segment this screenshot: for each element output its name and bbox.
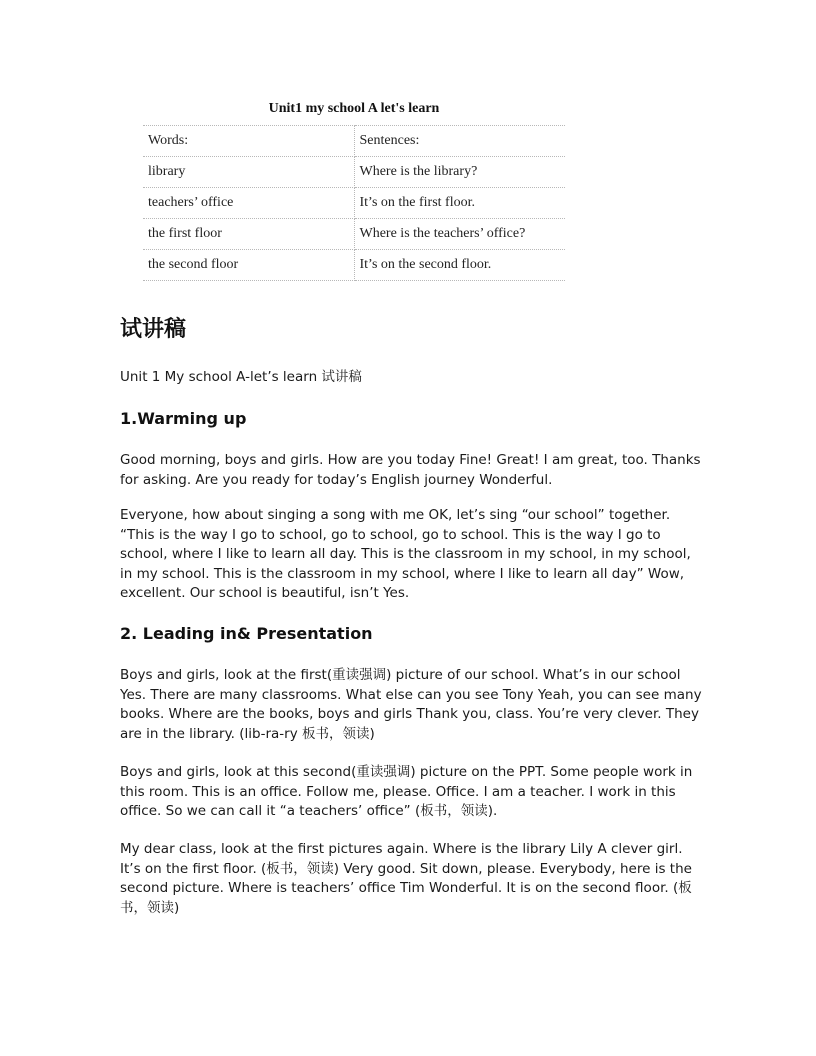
section-heading-warming-up: 1.Warming up [120,409,247,428]
paragraph: Boys and girls, look at this second(重读强调) picture on the PPT. Some people work in this room. This is an office. Follow me, please. Office. I am a teacher. I work in this office. So we can call it “a teachers’ office” (板书，领读). [120,764,693,819]
document-heading: 试讲稿 [120,317,187,342]
word-cell: library [143,157,354,188]
paragraph: Boys and girls, look at the first(重读强调) picture of our school. What’s in our school Yes. There are many classrooms. What else can you see Tony Yeah, you can see many books. Where are the books, boys and girls Thank you, class. You’re very clever. They are in the library. (lib-ra-ry 板书，领读) [120,667,702,742]
word-cell: the second floor [143,250,354,281]
table-row [143,157,565,188]
section-heading-leading-in: 2. Leading in& Presentation [120,624,373,643]
paragraph: Good morning, boys and girls. How are you today Fine! Great! I am great, too. Thanks for asking. Are you ready for today’s English journey Wonderful. [120,452,701,488]
sentences-header: Sentences: [354,126,565,157]
word-cell: teachers’ office [143,188,354,219]
table-header-row [143,126,565,157]
sentence-cell: Where is the library? [354,157,565,188]
paragraph: Everyone, how about singing a song with me OK, let’s sing “our school” together. “This is the way I go to school, go to school, go to school. This is the way I go to school, where I like to learn all day. This is the classroom in my school, in my school, in my school. This is the classroom in my school, where I like to learn all day” Wow, excellent. Our school is beautiful, isn’t Yes. [120,507,691,601]
table-row [143,188,565,219]
sentence-cell: It’s on the second floor. [354,250,565,281]
words-header: Words: [143,126,354,157]
paragraph: My dear class, look at the first pictures again. Where is the library Lily A clever girl. It’s on the first floor. (板书，领读) Very good. Sit down, please. Everybody, here is the second picture. Where is teachers’ office Tim Wonderful. It is on the second floor. (板书，领读) [120,841,692,916]
document-subtitle: Unit 1 My school A-let’s learn 试讲稿 [120,369,362,385]
table-row [143,219,565,250]
word-cell: the first floor [143,219,354,250]
table-row [143,250,565,281]
sentence-cell: Where is the teachers’ office? [354,219,565,250]
sentence-cell: It’s on the first floor. [354,188,565,219]
vocabulary-table [143,125,565,281]
table-title: Unit1 my school A let's learn [268,101,440,116]
